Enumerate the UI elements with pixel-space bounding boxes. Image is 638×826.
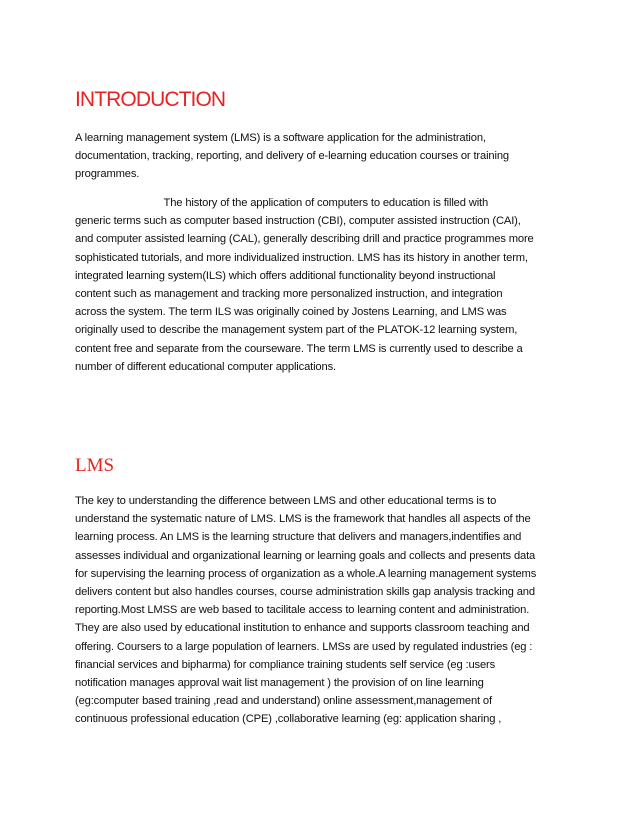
text-line: delivers content but also handles courses, course administration skills gap analysis tracking and bbox=[75, 586, 535, 599]
text-line: (eg:computer based training ,read and understand) online assessment,management of bbox=[75, 695, 492, 708]
text-line: The key to understanding the difference between LMS and other educational terms is to bbox=[75, 495, 497, 507]
text-line: sophisticated tutorials, and more individualized instruction. LMS has its history in another term, bbox=[75, 251, 528, 264]
text-line: integrated learning system(ILS) which offers additional functionality beyond instructional bbox=[75, 269, 496, 282]
text-line: programmes. bbox=[75, 168, 140, 181]
introduction-paragraph-1 bbox=[75, 129, 509, 184]
text-line: notification manages approval wait list management ) the provision of on line learning bbox=[75, 677, 484, 690]
text-line: learning process. An LMS is the learning structure that delivers and managers,indentifies and bbox=[75, 531, 522, 544]
text-line: understand the systematic nature of LMS. LMS is the framework that handles all aspects of the bbox=[75, 513, 531, 526]
text-line: originally used to describe the management system part of the PLATOK-12 learning system, bbox=[75, 324, 518, 337]
text-line: continuous professional education (CPE) ,collaborative learning (eg: application sharing , bbox=[75, 713, 502, 726]
text-line: financial services and bipharma) for compliance training students self service (eg :users bbox=[75, 658, 496, 671]
text-line: content such as management and tracking more personalized instruction, and integration bbox=[75, 288, 503, 301]
introduction-heading: INTRODUCTION bbox=[75, 88, 226, 111]
lms-heading: LMS bbox=[75, 455, 115, 476]
text-line: A learning management system (LMS) is a software application for the administration, bbox=[75, 132, 486, 144]
text-line: assesses individual and organizational learning or learning goals and collects and presents data bbox=[75, 549, 536, 562]
text-line: The history of the application of computers to education is filled with bbox=[75, 197, 489, 209]
text-line: number of different educational computer applications. bbox=[75, 360, 336, 373]
lms-paragraph bbox=[75, 492, 536, 729]
text-line: and computer assisted learning (CAL), generally describing drill and practice programmes more bbox=[75, 233, 534, 246]
text-line: offering. Coursers to a large population of learners. LMSs are used by regulated industries (eg : bbox=[75, 640, 533, 653]
text-line: content free and separate from the courseware. The term LMS is currently used to describe a bbox=[75, 342, 523, 355]
text-line: generic terms such as computer based instruction (CBI), computer assisted instruction (CAI), bbox=[75, 215, 521, 228]
text-line: documentation, tracking, reporting, and delivery of e-learning education courses or training bbox=[75, 150, 509, 163]
text-line: reporting.Most LMSS are web based to tacilitale access to learning content and administration. bbox=[75, 604, 530, 617]
text-line: for supervising the learning process of organization as a whole.A learning management systems bbox=[75, 567, 537, 580]
text-line: They are also used by educational institution to enhance and supports classroom teaching and bbox=[75, 622, 530, 635]
text-line: across the system. The term ILS was originally coined by Jostens Learning, and LMS was bbox=[75, 306, 507, 319]
introduction-paragraph-2 bbox=[75, 194, 534, 376]
